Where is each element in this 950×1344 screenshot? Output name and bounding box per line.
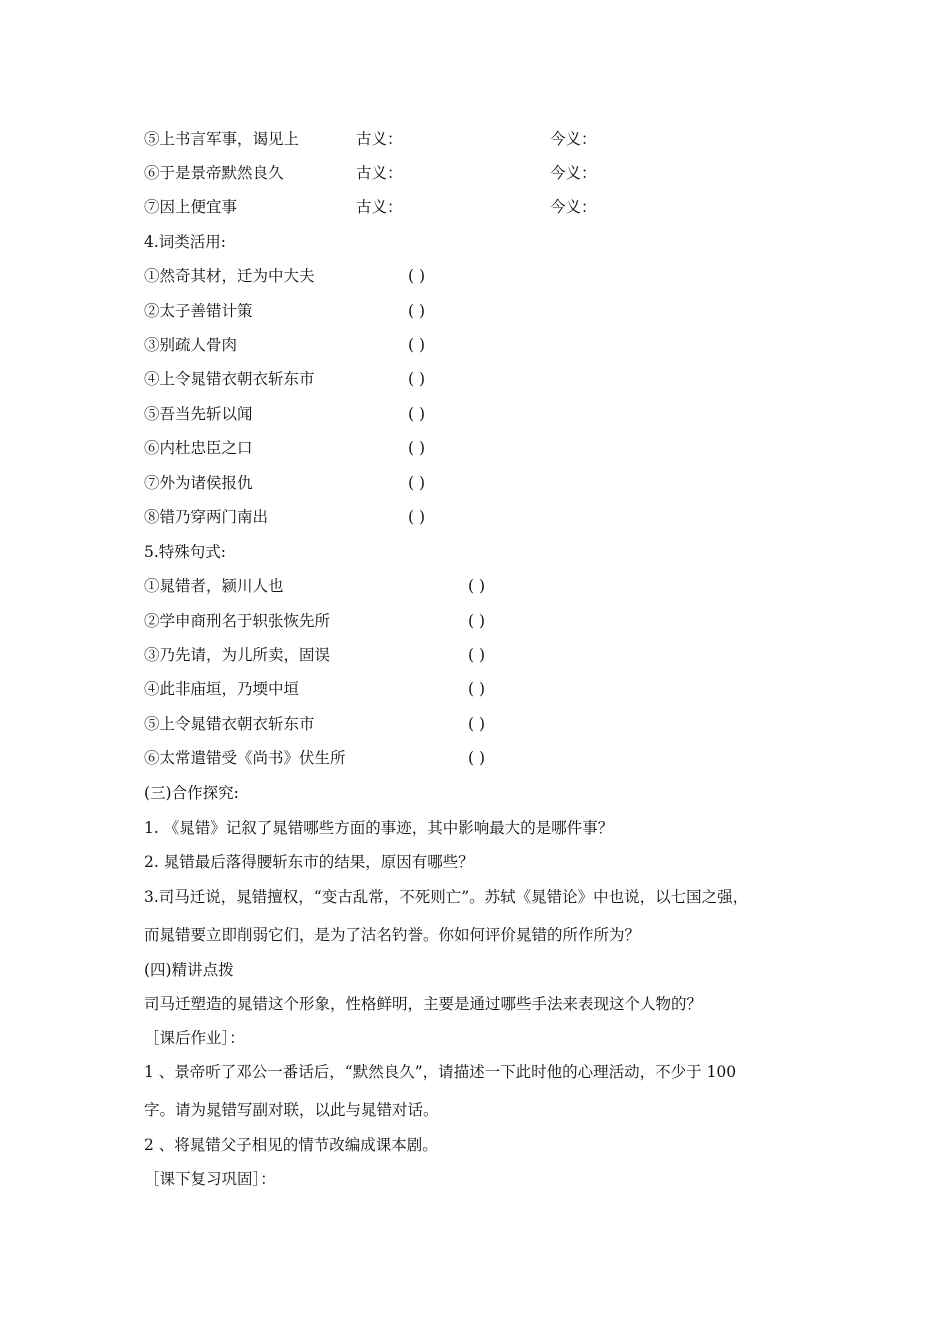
answer-blank: ( )	[408, 302, 426, 320]
question-3-line-2: 而晁错要立即削弱它们，是为了沽名钓誉。你如何评价晁错的所作所为？	[144, 926, 641, 944]
answer-blank: ( )	[408, 370, 426, 388]
teshu-item	[144, 714, 486, 734]
cilei-sentence: ③别疏人骨肉	[144, 336, 238, 354]
gujin-row	[144, 197, 597, 217]
cilei-item	[144, 301, 426, 321]
section-heading-jingjiang: (四)精讲点拨	[144, 961, 234, 979]
answer-blank: ( )	[408, 267, 426, 285]
gujin-gu-label: 古义：	[356, 198, 403, 216]
homework-2: 2 、将晁错父子相见的情节改编成课本剧。	[144, 1136, 438, 1154]
teshu-sentence: ①晁错者，颍川人也	[144, 577, 284, 595]
gujin-jin-label: 今义：	[550, 164, 597, 182]
section-heading-teshu: 5.特殊句式:	[144, 543, 227, 561]
gujin-gu-label: 古义：	[356, 164, 403, 182]
cilei-item	[144, 266, 426, 286]
answer-blank: ( )	[408, 336, 426, 354]
section-heading-zuoye: ［课后作业］：	[144, 1029, 245, 1047]
cilei-item	[144, 369, 426, 389]
cilei-sentence: ⑥内杜忠臣之口	[144, 439, 253, 457]
answer-blank: ( )	[468, 749, 486, 767]
homework-1-line-1: 1 、景帝听了邓公一番话后，“默然良久”，请描述一下此时他的心理活动，不少于 100	[144, 1063, 737, 1081]
jingjiang-question: 司马迁塑造的晁错这个形象，性格鲜明，主要是通过哪些手法来表现这个人物的？	[144, 995, 703, 1013]
teshu-item	[144, 576, 486, 596]
cilei-sentence: ⑦外为诸侯报仇	[144, 474, 253, 492]
teshu-item	[144, 748, 486, 768]
teshu-sentence: ②学申商刑名于轵张恢先所	[144, 612, 331, 630]
answer-blank: ( )	[468, 577, 486, 595]
gujin-gu-label: 古义：	[356, 130, 403, 148]
teshu-item	[144, 679, 486, 699]
teshu-sentence: ⑥太常遣错受《尚书》伏生所	[144, 749, 346, 767]
answer-blank: ( )	[468, 715, 486, 733]
section-heading-hezuo: (三)合作探究:	[144, 784, 239, 802]
question-3-line-1: 3.司马迁说，晁错擅权，“变古乱常，不死则亡”。苏轼《晁错论》中也说，以七国之强，	[144, 888, 749, 906]
teshu-sentence: ③乃先请，为儿所卖，固误	[144, 646, 331, 664]
teshu-item	[144, 611, 486, 631]
gujin-row	[144, 129, 597, 149]
question-1: 1. 《晁错》记叙了晁错哪些方面的事迹，其中影响最大的是哪件事？	[144, 819, 614, 837]
cilei-sentence: ①然奇其材，迁为中大夫	[144, 267, 315, 285]
cilei-item	[144, 473, 426, 493]
answer-blank: ( )	[468, 680, 486, 698]
cilei-sentence: ⑤吾当先斩以闻	[144, 405, 253, 423]
cilei-sentence: ②太子善错计策	[144, 302, 253, 320]
cilei-item	[144, 404, 426, 424]
gujin-jin-label: 今义：	[550, 198, 597, 216]
teshu-sentence: ⑤上令晁错衣朝衣斩东市	[144, 715, 315, 733]
answer-blank: ( )	[408, 474, 426, 492]
question-2: 2. 晁错最后落得腰斩东市的结果，原因有哪些？	[144, 853, 474, 871]
gujin-sentence: ⑥于是景帝默然良久	[144, 164, 284, 182]
cilei-sentence: ④上令晁错衣朝衣斩东市	[144, 370, 315, 388]
section-heading-cilei: 4.词类活用:	[144, 233, 227, 251]
answer-blank: ( )	[468, 612, 486, 630]
gujin-row	[144, 163, 597, 183]
answer-blank: ( )	[408, 439, 426, 457]
answer-blank: ( )	[408, 508, 426, 526]
teshu-item	[144, 645, 486, 665]
gujin-sentence: ⑦因上便宜事	[144, 198, 238, 216]
cilei-item	[144, 438, 426, 458]
cilei-item	[144, 507, 426, 527]
cilei-item	[144, 335, 426, 355]
answer-blank: ( )	[408, 405, 426, 423]
cilei-sentence: ⑧错乃穿两门南出	[144, 508, 269, 526]
teshu-sentence: ④此非庙垣，乃堧中垣	[144, 680, 300, 698]
answer-blank: ( )	[468, 646, 486, 664]
gujin-sentence: ⑤上书言军事，谒见上	[144, 130, 300, 148]
homework-1-line-2: 字。请为晁错写副对联，以此与晁错对话。	[144, 1101, 439, 1119]
section-heading-fuxi: ［课下复习巩固］：	[144, 1170, 276, 1188]
gujin-jin-label: 今义：	[550, 130, 597, 148]
